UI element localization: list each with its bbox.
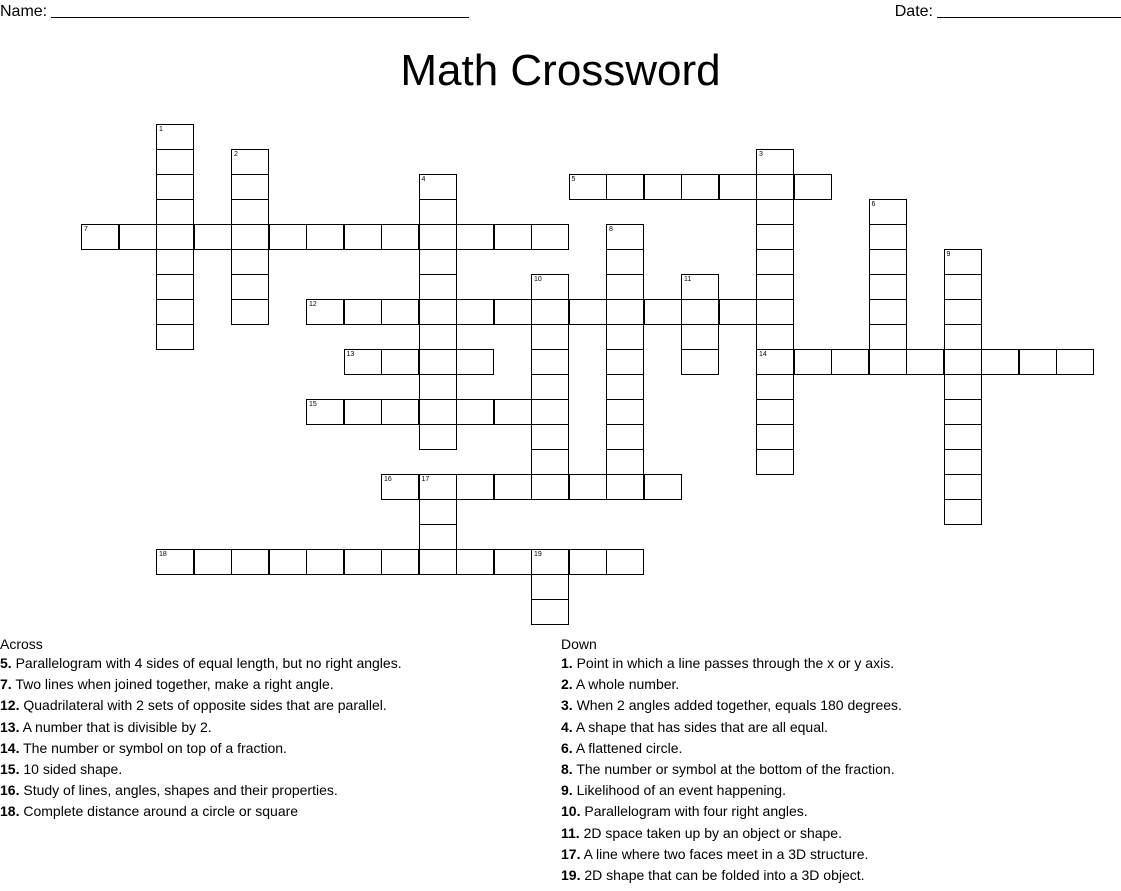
grid-cell[interactable] [531,599,569,625]
across-clue [0,780,402,801]
grid-cell[interactable] [456,474,494,500]
across-clues [0,636,402,823]
clue-text: The number or symbol at the bottom of the fraction. [576,761,895,778]
down-clue [561,695,902,716]
grid-cell[interactable] [456,349,494,375]
grid-cell[interactable] [531,299,569,325]
clue-number: 1. [561,655,573,671]
grid-cell[interactable] [869,199,907,225]
down-clue [561,780,902,801]
grid-cell[interactable] [944,349,982,375]
down-clue [561,738,902,759]
clue-text: Two lines when joined together, make a right angle. [15,676,334,693]
clue-number: 9. [561,782,573,799]
clue-number: 7. [0,676,12,693]
down-clue-list [561,653,902,886]
grid-cell[interactable] [681,324,719,350]
cell-number: 8 [609,226,613,233]
grid-cell[interactable] [531,474,569,500]
grid-cell[interactable] [381,399,419,425]
across-clue-list [0,653,402,823]
grid-cell[interactable] [794,349,832,375]
grid-cell[interactable] [419,274,457,300]
grid-cell[interactable] [606,324,644,350]
clue-text: The number or symbol on top of a fraction. [23,739,287,756]
cell-number: 6 [871,201,876,208]
across-clue [0,674,402,695]
name-field [0,3,469,21]
grid-cell[interactable] [381,549,419,575]
grid-cell[interactable] [531,399,569,425]
cell-number: 5 [571,176,576,183]
grid-cell[interactable] [756,274,794,300]
grid-cell[interactable] [381,299,419,325]
grid-cell[interactable] [306,399,344,425]
grid-cell[interactable] [231,299,269,325]
grid-cell[interactable] [756,249,794,275]
grid-cell[interactable] [156,299,194,325]
grid-cell[interactable] [944,324,982,350]
grid-cell[interactable] [1019,349,1057,375]
clue-text: Likelihood of an event happening. [576,782,786,799]
grid-cell[interactable] [794,174,832,200]
cell-number: 1 [159,126,163,133]
grid-cell[interactable] [606,249,644,275]
grid-cell[interactable] [681,274,719,300]
grid-cell[interactable] [156,549,194,575]
grid-cell[interactable] [456,549,494,575]
grid-cell[interactable] [869,274,907,300]
grid-cell[interactable] [569,299,607,325]
grid-cell[interactable] [419,524,457,550]
clue-text: 2D space taken up by an object or shape. [583,824,842,841]
cell-number: 3 [759,151,763,158]
clue-text: 10 sided shape. [23,761,123,778]
grid-cell[interactable] [944,499,982,525]
clue-number: 19. [561,867,581,884]
grid-cell[interactable] [306,299,344,325]
across-heading: Across [0,636,43,652]
clue-text: Quadrilateral with 2 sets of opposite sides that are parallel. [23,697,387,714]
clue-number: 2. [561,676,573,693]
clue-text: Study of lines, angles, shapes and their properties. [23,782,338,799]
across-clue [0,717,402,738]
clue-number: 16. [0,782,20,799]
clue-text: A shape that has sides that are all equal. [575,718,828,735]
grid-cell[interactable] [606,449,644,475]
grid-cell[interactable] [156,199,194,225]
cell-number: 11 [684,276,692,283]
grid-cell[interactable] [381,349,419,375]
grid-cell[interactable] [606,474,644,500]
grid-cell[interactable] [869,249,907,275]
name-blank-line[interactable] [51,3,469,18]
grid-cell[interactable] [531,424,569,450]
down-clue [561,653,902,674]
grid-cell[interactable] [231,199,269,225]
down-clue [561,844,902,865]
clue-text: Parallelogram with four right angles. [584,803,808,820]
across-clue [0,801,402,822]
grid-cell[interactable] [944,374,982,400]
grid-cell[interactable] [456,224,494,250]
page-title: Math Crossword [400,46,721,95]
grid-cell[interactable] [494,224,532,250]
cell-number: 12 [309,301,317,308]
cell-number: 18 [159,551,167,558]
across-clue [0,738,402,759]
grid-cell[interactable] [944,474,982,500]
clue-text: A flattened circle. [575,739,683,756]
grid-cell[interactable] [119,224,157,250]
cell-number: 15 [309,401,317,408]
grid-cell[interactable] [419,549,457,575]
grid-cell[interactable] [606,399,644,425]
grid-cell[interactable] [419,299,457,325]
down-heading: Down [561,636,597,652]
grid-cell[interactable] [681,174,719,200]
grid-cell[interactable] [531,324,569,350]
grid-cell[interactable] [494,299,532,325]
clue-number: 5. [0,655,12,671]
grid-cell[interactable] [569,474,607,500]
cell-number: 14 [759,351,767,358]
grid-cell[interactable] [456,299,494,325]
grid-cell[interactable] [756,324,794,350]
grid-cell[interactable] [419,374,457,400]
grid-cell[interactable] [1056,349,1094,375]
grid-cell[interactable] [756,224,794,250]
grid-cell[interactable] [644,299,682,325]
grid-cell[interactable] [344,224,382,250]
date-label: Date: [894,3,933,20]
cell-number: 13 [346,351,355,358]
grid-cell[interactable] [756,149,794,175]
grid-cell[interactable] [419,474,457,500]
clue-number: 13. [0,718,20,735]
grid-cell[interactable] [344,399,382,425]
grid-cell[interactable] [831,349,869,375]
grid-cell[interactable] [531,574,569,600]
grid-cell[interactable] [531,549,569,575]
grid-cell[interactable] [344,549,382,575]
grid-cell[interactable] [531,374,569,400]
grid-cell[interactable] [944,399,982,425]
grid-cell[interactable] [156,149,194,175]
grid-cell[interactable] [381,224,419,250]
grid-cell[interactable] [531,349,569,375]
grid-cell[interactable] [419,249,457,275]
grid-cell[interactable] [869,349,907,375]
grid-cell[interactable] [419,224,457,250]
clue-number: 6. [561,739,573,756]
grid-cell[interactable] [944,424,982,450]
grid-cell[interactable] [419,324,457,350]
cell-number: 4 [421,176,426,183]
clue-number: 12. [0,697,20,714]
grid-cell[interactable] [756,399,794,425]
grid-cell[interactable] [156,274,194,300]
cell-number: 17 [421,476,430,483]
cell-number: 19 [534,551,542,558]
grid-cell[interactable] [419,499,457,525]
across-clue [0,695,402,716]
clue-number: 8. [561,761,573,778]
grid-cell[interactable] [494,399,532,425]
across-clue [0,653,402,674]
grid-cell[interactable] [269,224,307,250]
grid-cell[interactable] [606,549,644,575]
grid-cell[interactable] [606,299,644,325]
grid-cell[interactable] [231,249,269,275]
down-clue [561,823,902,844]
down-clue [561,865,902,886]
down-clue [561,674,902,695]
down-clues [561,636,902,886]
grid-cell[interactable] [231,224,269,250]
date-field [895,3,1121,21]
grid-cell[interactable] [194,549,232,575]
grid-cell[interactable] [494,474,532,500]
name-label: Name: [0,3,48,20]
grid-cell[interactable] [156,224,194,250]
grid-cell[interactable] [944,299,982,325]
grid-cell[interactable] [606,424,644,450]
grid-cell[interactable] [719,174,757,200]
grid-cell[interactable] [419,399,457,425]
clue-number: 10. [561,803,581,820]
clue-number: 11. [561,824,580,841]
grid-cell[interactable] [156,124,194,150]
clue-number: 3. [561,697,573,714]
grid-cell[interactable] [419,349,457,375]
grid-cell[interactable] [381,474,419,500]
grid-cell[interactable] [606,274,644,300]
clue-number: 15. [0,761,20,778]
grid-cell[interactable] [644,474,682,500]
grid-cell[interactable] [156,249,194,275]
grid-cell[interactable] [756,424,794,450]
grid-cell[interactable] [194,224,232,250]
grid-cell[interactable] [419,174,457,200]
grid-cell[interactable] [756,374,794,400]
cell-number: 2 [234,151,238,158]
grid-cell[interactable] [231,274,269,300]
grid-cell[interactable] [569,549,607,575]
clue-number: 18. [0,803,20,820]
grid-cell[interactable] [681,349,719,375]
across-clue [0,759,402,780]
grid-cell[interactable] [756,299,794,325]
down-clue [561,801,902,822]
grid-cell[interactable] [344,349,382,375]
grid-cell[interactable] [81,224,119,250]
grid-cell[interactable] [269,549,307,575]
cell-number: 10 [534,276,542,283]
grid-cell[interactable] [606,374,644,400]
grid-cell[interactable] [419,199,457,225]
grid-cell[interactable] [944,274,982,300]
clue-text: 2D shape that can be folded into a 3D object. [584,867,865,884]
grid-cell[interactable] [869,299,907,325]
grid-cell[interactable] [306,224,344,250]
grid-cell[interactable] [606,349,644,375]
grid-cell[interactable] [156,324,194,350]
grid-cell[interactable] [306,549,344,575]
clue-text: When 2 angles added together, equals 180 degrees. [576,697,902,714]
clue-number: 17. [561,845,581,862]
grid-cell[interactable] [231,174,269,200]
clue-text: A number that is divisible by 2. [22,718,212,735]
cell-number: 16 [384,476,392,483]
grid-cell[interactable] [906,349,944,375]
clue-text: Point in which a line passes through the x or y axis. [576,655,895,671]
clue-text: A line where two faces meet in a 3D structure. [583,845,869,862]
grid-cell[interactable] [869,324,907,350]
grid-cell[interactable] [531,449,569,475]
grid-cell[interactable] [419,424,457,450]
grid-cell[interactable] [756,174,794,200]
grid-cell[interactable] [531,274,569,300]
clue-text: Parallelogram with 4 sides of equal length, but no right angles. [15,655,402,671]
grid-cell[interactable] [681,299,719,325]
clue-text: A whole number. [575,676,680,693]
grid-cell[interactable] [494,549,532,575]
grid-cell[interactable] [644,174,682,200]
grid-cell[interactable] [344,299,382,325]
clue-text: Complete distance around a circle or square [23,803,299,820]
grid-cell[interactable] [156,174,194,200]
cell-number: 9 [946,251,951,258]
grid-cell[interactable] [756,449,794,475]
grid-cell[interactable] [569,174,607,200]
grid-cell[interactable] [531,224,569,250]
grid-cell[interactable] [981,349,1019,375]
date-blank-line[interactable] [937,3,1121,18]
grid-cell[interactable] [231,549,269,575]
grid-cell[interactable] [869,224,907,250]
grid-cell[interactable] [456,399,494,425]
clue-number: 14. [0,739,20,756]
grid-cell[interactable] [231,149,269,175]
grid-cell[interactable] [606,174,644,200]
grid-cell[interactable] [756,349,794,375]
cell-number: 7 [84,226,88,233]
clue-number: 4. [561,718,573,735]
grid-cell[interactable] [719,299,757,325]
grid-cell[interactable] [606,224,644,250]
down-clue [561,717,902,738]
down-clue [561,759,902,780]
grid-cell[interactable] [944,249,982,275]
grid-cell[interactable] [756,199,794,225]
grid-cell[interactable] [944,449,982,475]
